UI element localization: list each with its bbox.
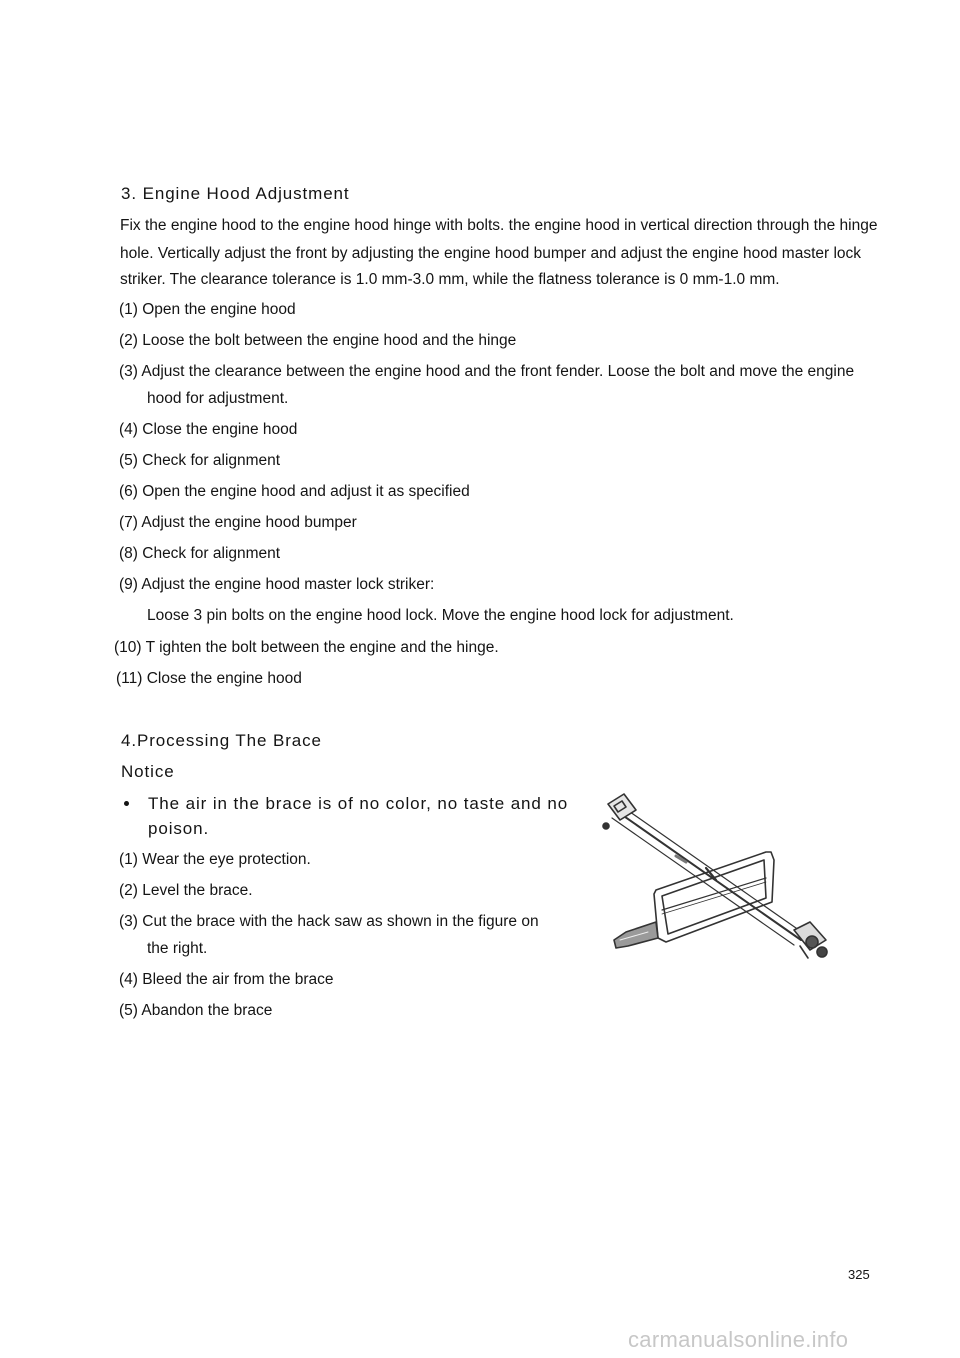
notice-text-line: poison.	[148, 819, 210, 838]
section-3-paragraph-line: striker. The clearance tolerance is 1.0 mm-3.0 mm, while the flatness tolerance is 0 mm-1.0 mm.	[120, 271, 780, 288]
step-item-continuation: the right.	[147, 940, 208, 957]
step-item: (6) Open the engine hood and adjust it as specified	[119, 483, 470, 500]
step-item: (4) Bleed the air from the brace	[119, 971, 334, 988]
step-item: (3) Adjust the clearance between the engine hood and the front fender. Loose the bolt and move the engine	[119, 363, 855, 380]
step-item: (4) Close the engine hood	[119, 421, 298, 438]
step-item: (8) Check for alignment	[119, 545, 281, 562]
step-item: (7) Adjust the engine hood bumper	[119, 514, 357, 531]
step-item: (2) Level the brace.	[119, 882, 253, 899]
step-item-continuation: hood for adjustment.	[147, 390, 289, 407]
hacksaw-brace-figure	[596, 790, 846, 980]
section-4-heading: 4.Processing The Brace	[121, 731, 322, 750]
section-3-paragraph-line: Fix the engine hood to the engine hood hinge with bolts. the engine hood in vertical direction through the hinge	[120, 217, 878, 234]
bullet-icon	[124, 801, 129, 806]
watermark: carmanualsonline.info	[628, 1327, 849, 1352]
step-item: (1) Open the engine hood	[119, 301, 296, 318]
step-item: (10) T ighten the bolt between the engine and the hinge.	[114, 639, 499, 656]
notice-text-line: The air in the brace is of no color, no taste and no	[148, 794, 569, 813]
notice-label: Notice	[121, 762, 175, 781]
step-item: (1) Wear the eye protection.	[119, 851, 311, 868]
section-3-paragraph-line: hole. Vertically adjust the front by adjusting the engine hood bumper and adjust the engine hood master lock	[120, 245, 862, 262]
step-item: (5) Abandon the brace	[119, 1002, 273, 1019]
step-item: (11) Close the engine hood	[116, 670, 302, 687]
step-item: (5) Check for alignment	[119, 452, 281, 469]
section-3-heading: 3. Engine Hood Adjustment	[121, 184, 350, 203]
step-item: (2) Loose the bolt between the engine hood and the hinge	[119, 332, 517, 349]
page-number: 325	[848, 1267, 870, 1282]
step-item: (9) Adjust the engine hood master lock striker:	[119, 576, 435, 593]
step-item: (3) Cut the brace with the hack saw as shown in the figure on	[119, 913, 539, 930]
step-item-continuation: Loose 3 pin bolts on the engine hood lock. Move the engine hood lock for adjustment.	[147, 607, 734, 624]
